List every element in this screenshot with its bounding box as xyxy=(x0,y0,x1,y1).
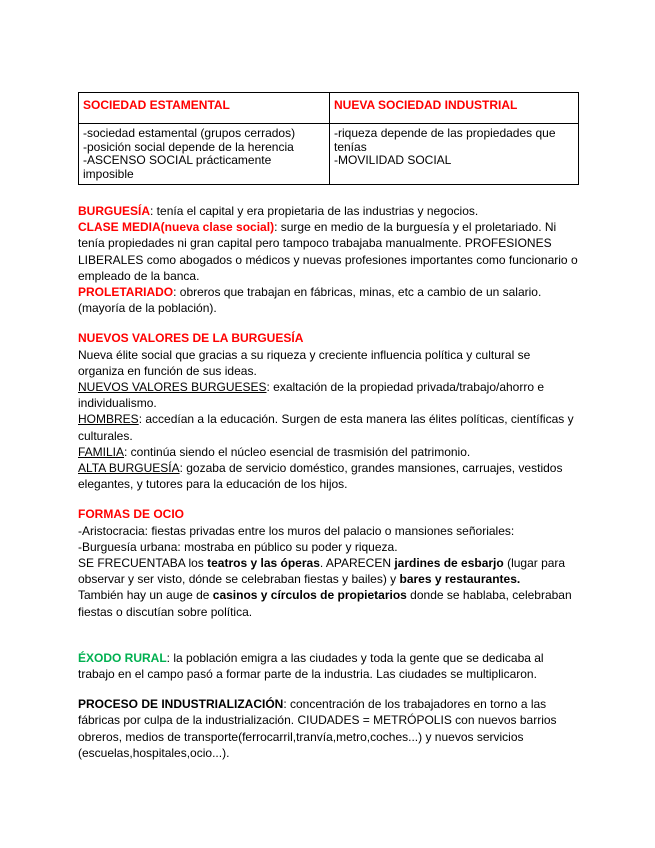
list-item: -sociedad estamental (grupos cerrados) xyxy=(83,126,296,140)
clase-media-paragraph xyxy=(78,219,578,284)
table-header-row xyxy=(79,93,579,124)
text-run: También hay un auge de xyxy=(78,588,213,603)
list-item: -riqueza depende de las propiedades que tenías xyxy=(334,126,556,154)
table-cell-estamental xyxy=(79,124,330,185)
list-item: -ASCENSO SOCIAL prácticamente imposible xyxy=(83,153,272,181)
burguesia-paragraph xyxy=(78,203,578,219)
comparison-table xyxy=(78,92,579,185)
clase-media-text: : surge en medio de la burguesía y el proletariado. Ni tenía propiedades ni gran capital pero tampoco trabajaba manualmente. PROFESIONES LIBERALES como abogados o médicos y nuevas profesiones importantes como funcionario o empleado de la banca. xyxy=(78,220,578,283)
exodo-text: : la población emigra a las ciudades y toda la gente que se dedicaba al trabajo en el campo pasó a formar parte de la industria. Las ciudades se multiplicaron. xyxy=(78,650,544,682)
document-page xyxy=(78,92,578,761)
classes-section xyxy=(78,203,578,316)
bold-term: casinos y círculos de propietarios xyxy=(212,588,407,603)
bold-term: bares y restaurantes. xyxy=(399,572,521,587)
burguesia-text: : tenía el capital y era propietaria de las industrias y negocios. xyxy=(150,204,479,218)
valores-term: ALTA BURGUESÍA xyxy=(78,461,180,476)
ocio-casinos-paragraph xyxy=(78,587,578,619)
valores-term: NUEVOS VALORES BURGUESES xyxy=(78,380,267,395)
valores-text: : exaltación de la propiedad privada/trabajo/ahorro e individualismo. xyxy=(78,380,545,411)
table-cell-industrial xyxy=(330,124,579,185)
table-row xyxy=(79,124,579,185)
valores-term: HOMBRES xyxy=(78,412,139,427)
list-item xyxy=(78,460,578,492)
proletariado-term: PROLETARIADO xyxy=(78,285,174,300)
bold-term: teatros y las óperas xyxy=(207,556,320,571)
valores-term: FAMILIA xyxy=(78,444,125,459)
proceso-paragraph xyxy=(78,696,578,761)
header-sociedad-estamental: SOCIEDAD ESTAMENTAL xyxy=(79,93,330,124)
ocio-section xyxy=(78,506,578,619)
valores-text: : accedían a la educación. Surgen de esta manera las élites políticas, científicas y culturales. xyxy=(78,412,574,443)
proceso-text: : concentración de los trabajadores en torno a las fábricas por culpa de la industrialización. CIUDADES = METRÓPOLIS con nuevos barrios obreros, medios de transporte(ferrocarril,tranvía,metro,coches...) y nuevos servicios (escuelas,hospitales,ocio...). xyxy=(78,697,557,760)
clase-media-term: CLASE MEDIA(nueva clase social) xyxy=(78,220,275,235)
header-nueva-sociedad-industrial: NUEVA SOCIEDAD INDUSTRIAL xyxy=(330,93,579,124)
ocio-line-burguesia: -Burguesía urbana: mostraba en público su poder y riqueza. xyxy=(78,539,398,554)
ocio-line-aristocracia: -Aristocracia: fiestas privadas entre los muros del palacio o mansiones señoriales: xyxy=(78,523,515,538)
ocio-frecuentaba-paragraph xyxy=(78,555,578,587)
list-item: -posición social depende de la herencia xyxy=(83,139,294,154)
text-run: SE FRECUENTABA los xyxy=(78,556,208,571)
valores-heading: NUEVOS VALORES DE LA BURGUESÍA xyxy=(78,331,304,346)
valores-section xyxy=(78,330,578,492)
exodo-term: ÉXODO RURAL xyxy=(78,650,167,665)
list-item xyxy=(78,444,578,460)
text-run: (lugar para observar y ser visto, dónde se celebraban fiestas y bailes) y xyxy=(78,556,566,587)
list-item xyxy=(78,379,578,411)
burguesia-term: BURGUESÍA xyxy=(78,204,151,218)
list-item: -MOVILIDAD SOCIAL xyxy=(334,153,452,167)
proletariado-paragraph xyxy=(78,284,578,316)
valores-intro: Nueva élite social que gracias a su riqueza y creciente influencia política y cultural se organiza en función de sus ideas. xyxy=(78,347,531,378)
bold-term: jardines de esbarjo xyxy=(394,556,504,571)
proceso-term: PROCESO DE INDUSTRIALIZACIÓN xyxy=(78,697,284,712)
ocio-heading: FORMAS DE OCIO xyxy=(78,507,185,522)
text-run: . APARECEN xyxy=(319,556,395,571)
exodo-paragraph xyxy=(78,650,578,682)
valores-text: : gozaba de servicio doméstico, grandes mansiones, carruajes, vestidos elegantes, y tutores para la educación de los hijos. xyxy=(78,461,563,492)
proletariado-text: : obreros que trabajan en fábricas, minas, etc a cambio de un salario. (mayoría de la población). xyxy=(78,285,542,316)
valores-text: : continúa siendo el núcleo esencial de trasmisión del patrimonio. xyxy=(124,444,471,459)
list-item xyxy=(78,411,578,443)
text-run: donde se hablaba, celebraban fiestas o discutían sobre política. xyxy=(78,588,572,619)
